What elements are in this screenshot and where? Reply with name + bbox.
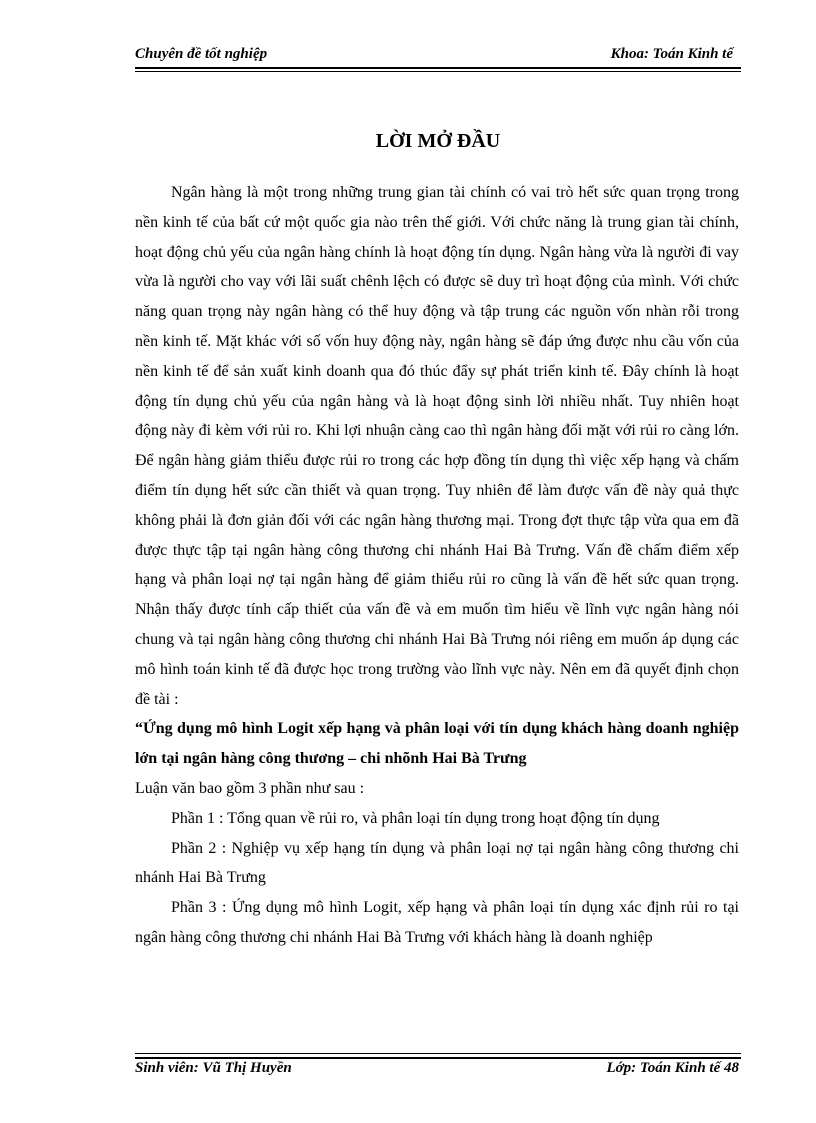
- part-3-item: Phần 3 : Ứng dụng mô hình Logit, xếp hạng và phân loại tín dụng xác định rủi ro tại ngân hàng công thương chi nhánh Hai Bà Trưng với khách hàng là doanh nghiệp: [135, 899, 739, 946]
- header-divider-thin: [135, 71, 741, 72]
- page-header: [135, 44, 741, 66]
- thesis-topic: “Ứng dụng mô hình Logit xếp hạng và phân loại với tín dụng khách hàng doanh nghiệp lớn tại ngân hàng công thương – chi nhõnh Hai Bà Trưng: [135, 720, 739, 768]
- footer-divider-thin: [135, 1053, 741, 1054]
- structure-intro: Luận văn bao gồm 3 phần như sau :: [135, 779, 365, 797]
- footer-divider: [135, 1057, 741, 1059]
- part-2-item: Phần 2 : Nghiệp vụ xếp hạng tín dụng và phân loại nợ tại ngân hàng công thương chi nhánh Hai Bà Trưng: [135, 839, 739, 887]
- intro-paragraph: Ngân hàng là một trong những trung gian tài chính có vai trò hết sức quan trọng trong nền kinh tế của bất cứ một quốc gia nào trên thế giới. Với chức năng là trung gian tài chính, hoạt động chủ yếu của ngân hàng chính là hoạt động tín dụng. Ngân hàng vừa là người đi vay vừa là người cho vay với lãi suất chênh lệch có được sẽ duy trì hoạt động của mình. Với chức năng quan trọng này ngân hàng có thể huy động và tập trung các nguồn vốn nhàn rỗi trong nền kinh tế. Mặt khác với số vốn huy động này, ngân hàng sẽ đáp ứng được nhu cầu vốn của nền kinh tế để sản xuất kinh doanh qua đó thúc đẩy sự phát triển kinh tế. Đây chính là hoạt động tín dụng chủ yếu của ngân hàng và là hoạt động sinh lời nhiều nhất. Tuy nhiên hoạt động này đi kèm với rủi ro. Khi lợi nhuận càng cao thì ngân hàng đối mặt với rủi ro càng lớn. Để ngân hàng giảm thiểu được rủi ro trong các hợp đồng tín dụng thì việc xếp hạng và chấm điểm tín dụng hết sức cần thiết và quan trọng. Tuy nhiên để làm được vấn đề này quả thực không phải là đơn giản đối với các ngân hàng thương mại. Trong đợt thực tập vừa qua em đã được thực tập tại ngân hàng công thương chi nhánh Hai Bà Trưng. Vấn đề chấm điểm xếp hạng và phân loại nợ tại ngân hàng để giảm thiểu rủi ro cũng là vấn đề hết sức quan trọng. Nhận thấy được tính cấp thiết của vấn đề và em muốn tìm hiểu về lĩnh vực ngân hàng nói chung và tại ngân hàng công thương chi nhánh Hai Bà Trưng nói riêng em muốn áp dụng các mô hình toán kinh tế đã được học trong trường vào lĩnh vực này. Nên em đã quyết định chọn đề tài :: [135, 184, 739, 708]
- header-thesis-label: Chuyên đề tốt nghiệp: [135, 46, 268, 62]
- document-body: [135, 178, 739, 953]
- page-title: LỜI MỞ ĐẦU: [375, 130, 501, 152]
- page-footer: [135, 1060, 741, 1082]
- footer-class-label: Lớp: Toán Kinh tế 48: [606, 1060, 739, 1076]
- part-1-item: Phần 1 : Tổng quan về rủi ro, và phân loại tín dụng trong hoạt động tín dụng: [171, 809, 660, 827]
- header-divider: [135, 67, 741, 69]
- footer-student-label: Sinh viên: Vũ Thị Huyền: [135, 1060, 292, 1076]
- header-faculty-label: Khoa: Toán Kinh tế: [610, 46, 733, 62]
